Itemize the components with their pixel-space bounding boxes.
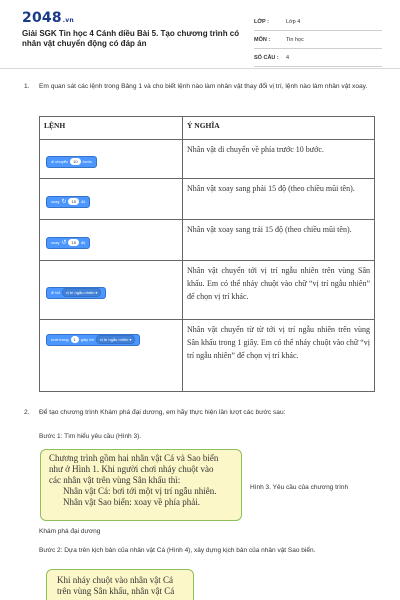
requirement-line: các nhân vật trên vùng Sân khấu thì: <box>49 475 181 485</box>
requirement-line: Chương trình gồm hai nhân vật Cá và Sao biển <box>49 453 219 463</box>
block-text: bước <box>82 159 93 164</box>
table-row <box>40 220 375 261</box>
site-logo[interactable] <box>22 10 74 26</box>
meta-value: Tin học <box>286 36 304 43</box>
scratch-turn-right-block <box>46 196 90 208</box>
table-row <box>40 140 375 179</box>
block-cell <box>40 140 183 179</box>
question-text: Em quan sát các lệnh trong Bảng 1 và cho biết lệnh nào làm nhân vật thay đổi vị trí, lệnh nào làm nhân vật xoay. <box>39 83 368 90</box>
block-text: độ <box>80 199 86 204</box>
meaning-cell: Nhân vật chuyển từ từ tới vị trí ngẫu nhiên trên vùng Sân khấu trong 1 giây. Em có thể nháy chuột vào chữ “vị trí ngẫu nhiên” để chọn vị trí khác. <box>183 320 375 392</box>
header-divider <box>0 68 400 69</box>
rotate-right-icon: ↻ <box>61 198 67 205</box>
requirement-line: Nhân vật Cá: bơi tới một vị trí ngẫu nhiên. <box>63 486 217 496</box>
meaning-cell: Nhân vật xoay sang trái 15 độ (theo chiều mũi tên). <box>183 220 375 261</box>
block-input: 15 <box>68 198 78 205</box>
meta-label: MÔN : <box>254 36 271 43</box>
scratch-glide-block <box>46 334 140 346</box>
block-dropdown: vị trí ngẫu nhiên ▾ <box>96 335 136 344</box>
block-text: xoay <box>51 240 60 245</box>
meta-row-count <box>254 49 382 67</box>
figure-caption-continued: Khám phá đại dương <box>39 528 101 535</box>
requirement-line: Nhân vật Sao biển: xoay về phía phải. <box>63 497 200 507</box>
table-header-row <box>40 117 375 140</box>
column-header: Ý NGHĨA <box>183 117 375 140</box>
block-text: giây tới <box>80 337 94 342</box>
block-text: đi tới <box>51 290 60 295</box>
meta-label: LỚP : <box>254 18 269 25</box>
table-row <box>40 179 375 220</box>
block-cell <box>40 220 183 261</box>
block-cell <box>40 261 183 320</box>
description-line: trên vùng Sân khấu, nhân vật Cá <box>57 586 175 596</box>
block-input: 1 <box>71 336 79 343</box>
block-input: 15 <box>68 239 78 246</box>
meta-row-subject <box>254 31 382 49</box>
step-1-text: Bước 1: Tìm hiểu yêu cầu (Hình 3). <box>39 433 142 440</box>
meta-label: SỐ CÂU : <box>254 54 279 61</box>
rotate-left-icon: ↺ <box>61 239 67 246</box>
meaning-cell: Nhân vật chuyển tới vị trí ngẫu nhiên trên vùng Sân khấu. Em có thể nháy chuột vào chữ “vị trí ngẫu nhiên” để chọn vị trí khác. <box>183 261 375 320</box>
script-description-box <box>46 569 194 600</box>
description-line: Khi nháy chuột vào nhân vật Cá <box>57 575 173 585</box>
meta-value: Lớp 4 <box>286 18 301 25</box>
figure-caption: Hình 3. Yêu cầu của chương trình <box>250 484 349 491</box>
column-header: LỆNH <box>40 117 183 140</box>
requirement-line: như ở Hình 1. Khi người chơi nháy chuột vào <box>49 464 214 474</box>
page-title: Giải SGK Tin học 4 Cánh diều Bài 5. Tạo chương trình có nhân vật chuyển động có đáp án <box>22 29 240 48</box>
logo-main: 2048 <box>22 10 62 26</box>
block-text: di chuyển <box>51 159 69 164</box>
block-cell <box>40 320 183 392</box>
block-text: lướt trong <box>51 337 69 342</box>
question-number: 2. <box>24 409 30 416</box>
meta-table <box>254 13 382 67</box>
step-2-text: Bước 2: Dựa trên kịch bản của nhân vật Cá (Hình 4), xây dựng kịch bản của nhân vật Sao biển. <box>39 547 316 554</box>
requirement-box <box>40 449 242 521</box>
block-dropdown: vị trí ngẫu nhiên ▾ <box>62 288 102 297</box>
block-text: xoay <box>51 199 60 204</box>
block-input: 10 <box>70 158 80 165</box>
meta-value: 4 <box>286 54 290 61</box>
scratch-turn-left-block <box>46 237 90 249</box>
logo-suffix: .vn <box>62 17 74 24</box>
block-text: độ <box>80 240 86 245</box>
command-table <box>39 116 375 392</box>
meaning-cell: Nhân vật xoay sang phải 15 độ (theo chiều mũi tên). <box>183 179 375 220</box>
table-row <box>40 320 375 392</box>
question-text: Để tạo chương trình Khám phá đại dương, em hãy thực hiện lần lượt các bước sau: <box>39 409 286 416</box>
meta-row-class <box>254 13 382 31</box>
question-number: 1. <box>24 83 30 90</box>
meaning-cell: Nhân vật di chuyển về phía trước 10 bước. <box>183 140 375 179</box>
block-cell <box>40 179 183 220</box>
table-row <box>40 261 375 320</box>
scratch-goto-block <box>46 287 106 299</box>
header <box>0 0 400 62</box>
scratch-move-block <box>46 156 97 168</box>
